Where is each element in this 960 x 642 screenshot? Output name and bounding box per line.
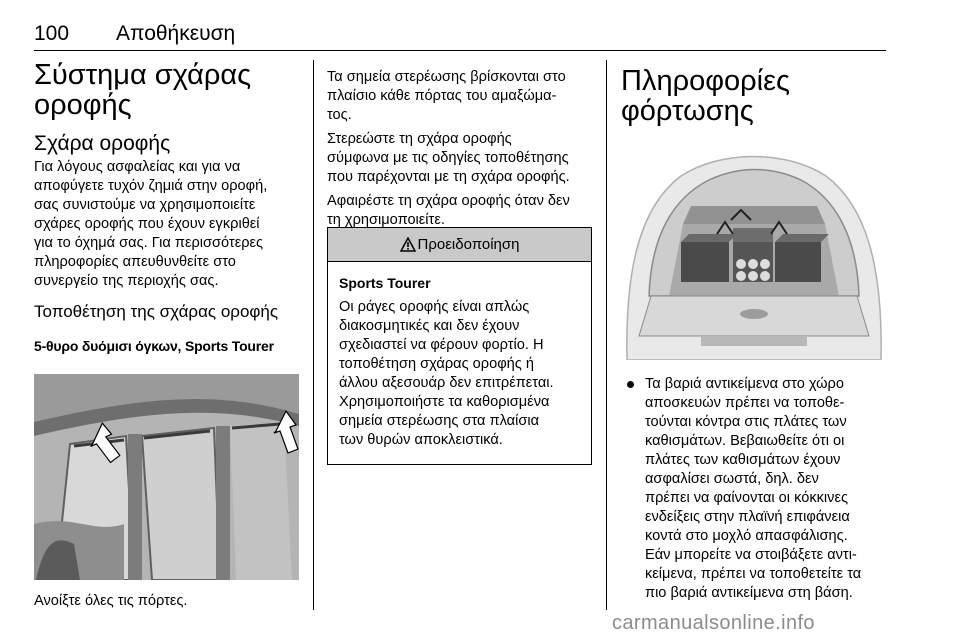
text-line: σχεδιαστεί να φέρουν φορτίο. Η bbox=[339, 337, 544, 353]
text-line: ενδείξεις στην πλαϊνή επιφάνεια bbox=[645, 509, 850, 525]
text-line: για το όχημά σας. Για περισσότερες bbox=[34, 235, 264, 251]
text-line: πρέπει να φαίνονται οι κόκκινες bbox=[645, 490, 849, 506]
warning-body bbox=[328, 262, 591, 464]
text-line: συνεργείο της περιοχής σας. bbox=[34, 273, 219, 289]
text-line: Εάν μπορείτε να στοιβάξετε αντι- bbox=[645, 547, 857, 563]
list-item bbox=[621, 375, 886, 603]
section-title-line: Πληροφορίες bbox=[621, 65, 790, 97]
text-line: Οι ράγες οροφής είναι απλώς bbox=[339, 299, 530, 315]
text-line: πλάτες των καθισμάτων έχουν bbox=[645, 452, 841, 468]
text-line: Αφαιρέστε τη σχάρα οροφής όταν δεν bbox=[327, 193, 570, 209]
watermark: carmanualsonline.info bbox=[612, 612, 815, 634]
warning-text bbox=[339, 298, 581, 450]
page-number: 100 bbox=[34, 22, 70, 45]
text-line: αποσκευών πρέπει να τοποθε- bbox=[645, 395, 845, 411]
paragraph bbox=[327, 68, 592, 125]
text-line: Τα σημεία στερέωσης βρίσκονται στο bbox=[327, 69, 566, 85]
mounting-heading: Τοποθέτηση της σχάρας οροφής bbox=[34, 302, 279, 321]
text-line: ασφαλίσει σωστά, δηλ. δεν bbox=[645, 471, 819, 487]
section-title-line: οροφής bbox=[34, 89, 132, 121]
text-line: σχάρες οροφής που έχουν εγκριθεί bbox=[34, 216, 260, 232]
column-middle bbox=[327, 60, 592, 448]
text-line: σημεία στερέωσης στα πλαίσια bbox=[339, 413, 540, 429]
warning-title: Προειδοποίηση bbox=[417, 236, 520, 253]
cargo-area-illustration bbox=[621, 146, 886, 360]
text-line: που παρέχονται με τη σχάρα οροφής. bbox=[327, 169, 570, 185]
text-line: πλαίσιο κάθε πόρτας του αμαξώμα- bbox=[327, 88, 557, 104]
text-line: σύμφωνα με τις οδηγίες τοποθέτησης bbox=[327, 150, 569, 166]
text-line: αποφύγετε τυχόν ζημιά στην οροφή, bbox=[34, 178, 268, 194]
text-line: Χρησιμοποιήστε τα καθορισμένα bbox=[339, 394, 550, 410]
text-line: τη χρησιμοποιείτε. bbox=[327, 212, 445, 228]
text-line: πιο βαριά αντικείμενα στη βάση. bbox=[645, 585, 853, 601]
section-title-line: φόρτωσης bbox=[621, 95, 754, 127]
section-title bbox=[34, 60, 299, 120]
column-divider-1 bbox=[313, 60, 314, 610]
column-left bbox=[34, 60, 299, 611]
text-line: πληροφορίες απευθυνθείτε στο bbox=[34, 254, 236, 270]
text-line: καθισμάτων. Βεβαιωθείτε ότι οι bbox=[645, 433, 845, 449]
section-title-line: Σύστημα σχάρας bbox=[34, 59, 252, 91]
bullet-text bbox=[645, 375, 886, 603]
text-line: σας συνιστούμε να χρησιμοποιείτε bbox=[34, 197, 256, 213]
text-line: διακοσμητικές και δεν έχουν bbox=[339, 318, 520, 334]
text-line: Για λόγους ασφαλείας και για να bbox=[34, 159, 241, 175]
text-line: κοντά στο μοχλό απασφάλισης. bbox=[645, 528, 848, 544]
warning-header bbox=[328, 228, 591, 262]
intro-paragraph bbox=[34, 158, 299, 291]
figure-caption: Ανοίξτε όλες τις πόρτες. bbox=[34, 593, 188, 609]
page-header bbox=[34, 22, 886, 52]
section-title bbox=[621, 66, 886, 126]
text-line: τος. bbox=[327, 107, 352, 123]
column-divider-2 bbox=[606, 60, 607, 610]
warning-box bbox=[327, 227, 592, 465]
text-line: κείμενα, πρέπει να τοποθετείτε τα bbox=[645, 566, 862, 582]
arrow-up-icon bbox=[88, 422, 120, 465]
header-divider bbox=[34, 50, 886, 51]
arrow-up-icon bbox=[274, 411, 298, 453]
door-frame-illustration bbox=[34, 374, 299, 580]
column-right bbox=[621, 60, 886, 603]
variant-label: 5-θυρο δυόμισι όγκων, Sports Tourer bbox=[34, 338, 274, 354]
text-line: τοποθέτηση σχάρας οροφής ή bbox=[339, 356, 534, 372]
subsection-heading: Σχάρα οροφής bbox=[34, 132, 171, 155]
text-line: τούνται κόντρα στις πλάτες των bbox=[645, 414, 847, 430]
paragraph bbox=[327, 130, 592, 187]
text-line: Τα βαριά αντικείμενα στο χώρο bbox=[645, 376, 844, 392]
warning-subtitle: Sports Tourer bbox=[339, 275, 431, 291]
text-line: Στερεώστε τη σχάρα οροφής bbox=[327, 131, 512, 147]
running-title: Αποθήκευση bbox=[116, 22, 236, 45]
text-line: άλλου αξεσουάρ δεν επιτρέπεται. bbox=[339, 375, 554, 391]
paragraph bbox=[327, 192, 592, 230]
warning-triangle-icon bbox=[400, 237, 416, 252]
text-line: των θυρών αποκλειστικά. bbox=[339, 432, 503, 448]
bullet-dot bbox=[627, 381, 634, 388]
